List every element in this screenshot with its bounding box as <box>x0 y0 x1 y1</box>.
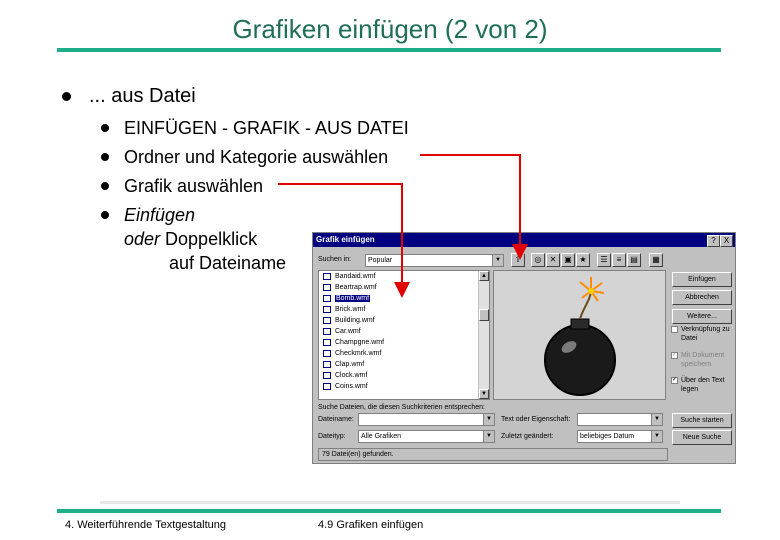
favorites-icon[interactable]: ★ <box>576 253 590 267</box>
sub-bullet-text: Ordner und Kategorie auswählen <box>124 147 389 167</box>
close-button[interactable]: X <box>720 235 733 247</box>
search-in-label: Suchen in: <box>318 256 352 263</box>
file-name: Beartrap.wmf <box>335 284 377 291</box>
up-folder-icon[interactable]: ⇧ <box>511 253 525 267</box>
filename-text: auf Dateiname <box>169 253 287 273</box>
filename-label: Dateiname: <box>318 416 354 423</box>
web-search-icon[interactable]: ◎ <box>531 253 545 267</box>
save-with-checkbox-label: Mit Dokument speichern <box>681 352 725 368</box>
doubleclick-text: Doppelklick <box>160 229 258 249</box>
link-checkbox-label: Verknüpfung zu Datei <box>681 326 730 342</box>
dialog-title: Grafik einfügen <box>313 233 735 247</box>
chevron-down-icon[interactable]: ▼ <box>483 431 494 442</box>
arrow-to-search-in <box>420 155 520 252</box>
cancel-button[interactable]: Abbrechen <box>672 290 732 305</box>
more-button[interactable]: Weitere... <box>672 309 732 324</box>
file-name: Car.wmf <box>335 328 361 335</box>
chevron-down-icon[interactable]: ▼ <box>483 414 494 425</box>
sub-bullet-text: EINFÜGEN - GRAFIK - AUS DATEI <box>124 118 409 138</box>
file-name: Checkmrk.wmf <box>335 350 382 357</box>
file-name: Bandaid.wmf <box>335 273 376 280</box>
chevron-down-icon[interactable]: ▼ <box>492 255 503 266</box>
arrow-to-file-list <box>278 184 402 290</box>
file-name: Clock.wmf <box>335 372 368 379</box>
filetype-value: Alle Grafiken <box>361 433 402 440</box>
find-now-button[interactable]: Suche starten <box>672 413 732 428</box>
chevron-down-icon[interactable]: ▼ <box>651 414 662 425</box>
properties-view-icon[interactable]: ▤ <box>627 253 641 267</box>
new-folder-icon[interactable]: ▣ <box>561 253 575 267</box>
status-bar: 79 Datei(en) gefunden. <box>318 448 668 461</box>
modified-value: beliebiges Datum <box>580 433 635 440</box>
file-name: Bomb.wmf <box>336 295 370 302</box>
footer-shadow <box>100 501 680 504</box>
checkmark-icon[interactable]: ✓ <box>672 377 678 383</box>
file-name: Brick.wmf <box>335 306 366 313</box>
scroll-up-icon[interactable]: ▲ <box>479 271 489 281</box>
help-button[interactable]: ? <box>707 235 720 247</box>
insert-button[interactable]: Einfügen <box>672 272 732 287</box>
modified-label: Zuletzt geändert: <box>501 433 554 440</box>
details-view-icon[interactable]: ≡ <box>612 253 626 267</box>
insert-bullet-text: Einfügen <box>124 205 196 225</box>
file-name: Champgne.wmf <box>335 339 385 346</box>
preview-view-icon[interactable]: ▦ <box>649 253 663 267</box>
text-property-label: Text oder Eigenschaft: <box>501 416 571 423</box>
checkmark-icon[interactable]: ✓ <box>672 352 678 358</box>
file-name: Building.wmf <box>335 317 375 324</box>
search-in-value: Popular <box>368 257 393 264</box>
footer-section: 4.9 Grafiken einfügen <box>318 519 424 531</box>
scroll-down-icon[interactable]: ▼ <box>479 389 489 399</box>
new-search-button[interactable]: Neue Suche <box>672 430 732 445</box>
footer-divider <box>57 509 721 513</box>
footer-chapter: 4. Weiterführende Textgestaltung <box>65 519 227 531</box>
delete-icon[interactable]: ✕ <box>546 253 560 267</box>
filetype-label: Dateityp: <box>318 433 346 440</box>
list-view-icon[interactable]: ☰ <box>597 253 611 267</box>
sub-bullet-text: Grafik auswählen <box>124 176 264 196</box>
file-name: Clap.wmf <box>335 361 365 368</box>
over-text-checkbox-label: Über den Text legen <box>681 377 725 393</box>
slide-title: Grafiken einfügen (2 von 2) <box>232 14 548 44</box>
main-bullet-text: ... aus Datei <box>89 85 196 107</box>
or-text: oder <box>124 229 161 249</box>
chevron-down-icon[interactable]: ▼ <box>651 431 662 442</box>
criteria-label: Suche Dateien, die diesen Suchkriterien entsprechen: <box>318 404 485 411</box>
file-name: Coins.wmf <box>335 383 368 390</box>
